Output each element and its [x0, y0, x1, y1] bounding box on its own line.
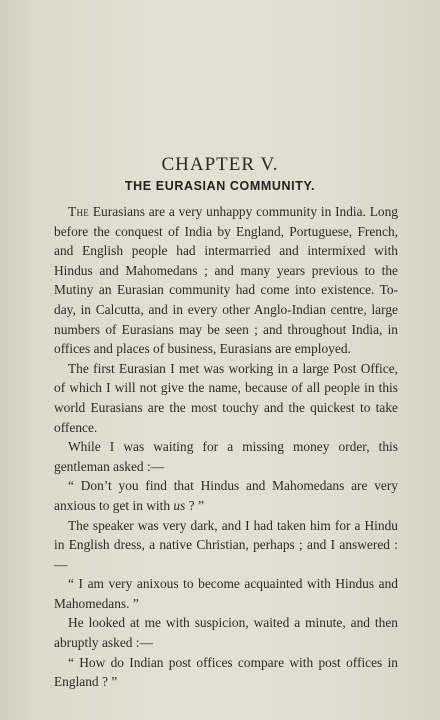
paragraph-5: The speaker was very dark, and I had taken him for a Hindu in English dress, a native Christian, perhaps ; and I answered :— — [54, 517, 398, 572]
paragraph-2: The first Eurasian I met was working in a large Post Office, of which I will not give the name, because of all people in this world Eurasians are the most touchy and the quickest to take offence. — [54, 360, 398, 435]
paragraph-text: ? ” — [185, 497, 204, 513]
paragraph-8: “ How do Indian post offices compare with post offices in England ? ” — [54, 654, 398, 690]
chapter-number: CHAPTER V. — [161, 154, 279, 175]
emphasis-text: us — [173, 497, 186, 513]
paragraph-text: “ Don’t you find that Hindus and Mahomedans are very anxious to get in with — [54, 478, 398, 513]
paragraph-text: Eurasians are a very unhappy community in India. Long before the conquest of India by England, Portuguese, French, and English people had intermarried and intermixed with Hindus and Mahomedans ; and many years previous to the Mutiny an Eurasian community had come into existence. To-day, in Calcutta, and in every other Anglo-Indian centre, large numbers of Eurasians may be seen ; and throughout India, in offices and places of business, Eurasians are employed. — [54, 204, 398, 357]
paragraph-1 — [54, 202, 398, 359]
paragraph-6: “ I am very anixous to become acquainted with Hindus and Mahomedans. ” — [54, 576, 398, 611]
opening-word: The — [68, 204, 90, 219]
body-text — [54, 202, 398, 692]
paragraph-4 — [54, 476, 398, 515]
paragraph-7: He looked at me with suspicion, waited a minute, and then abruptly asked :— — [54, 615, 398, 651]
paragraph-3: While I was waiting for a missing money order, this gentleman asked :— — [54, 439, 398, 474]
chapter-title: THE EURASIAN COMMUNITY. — [124, 179, 316, 193]
